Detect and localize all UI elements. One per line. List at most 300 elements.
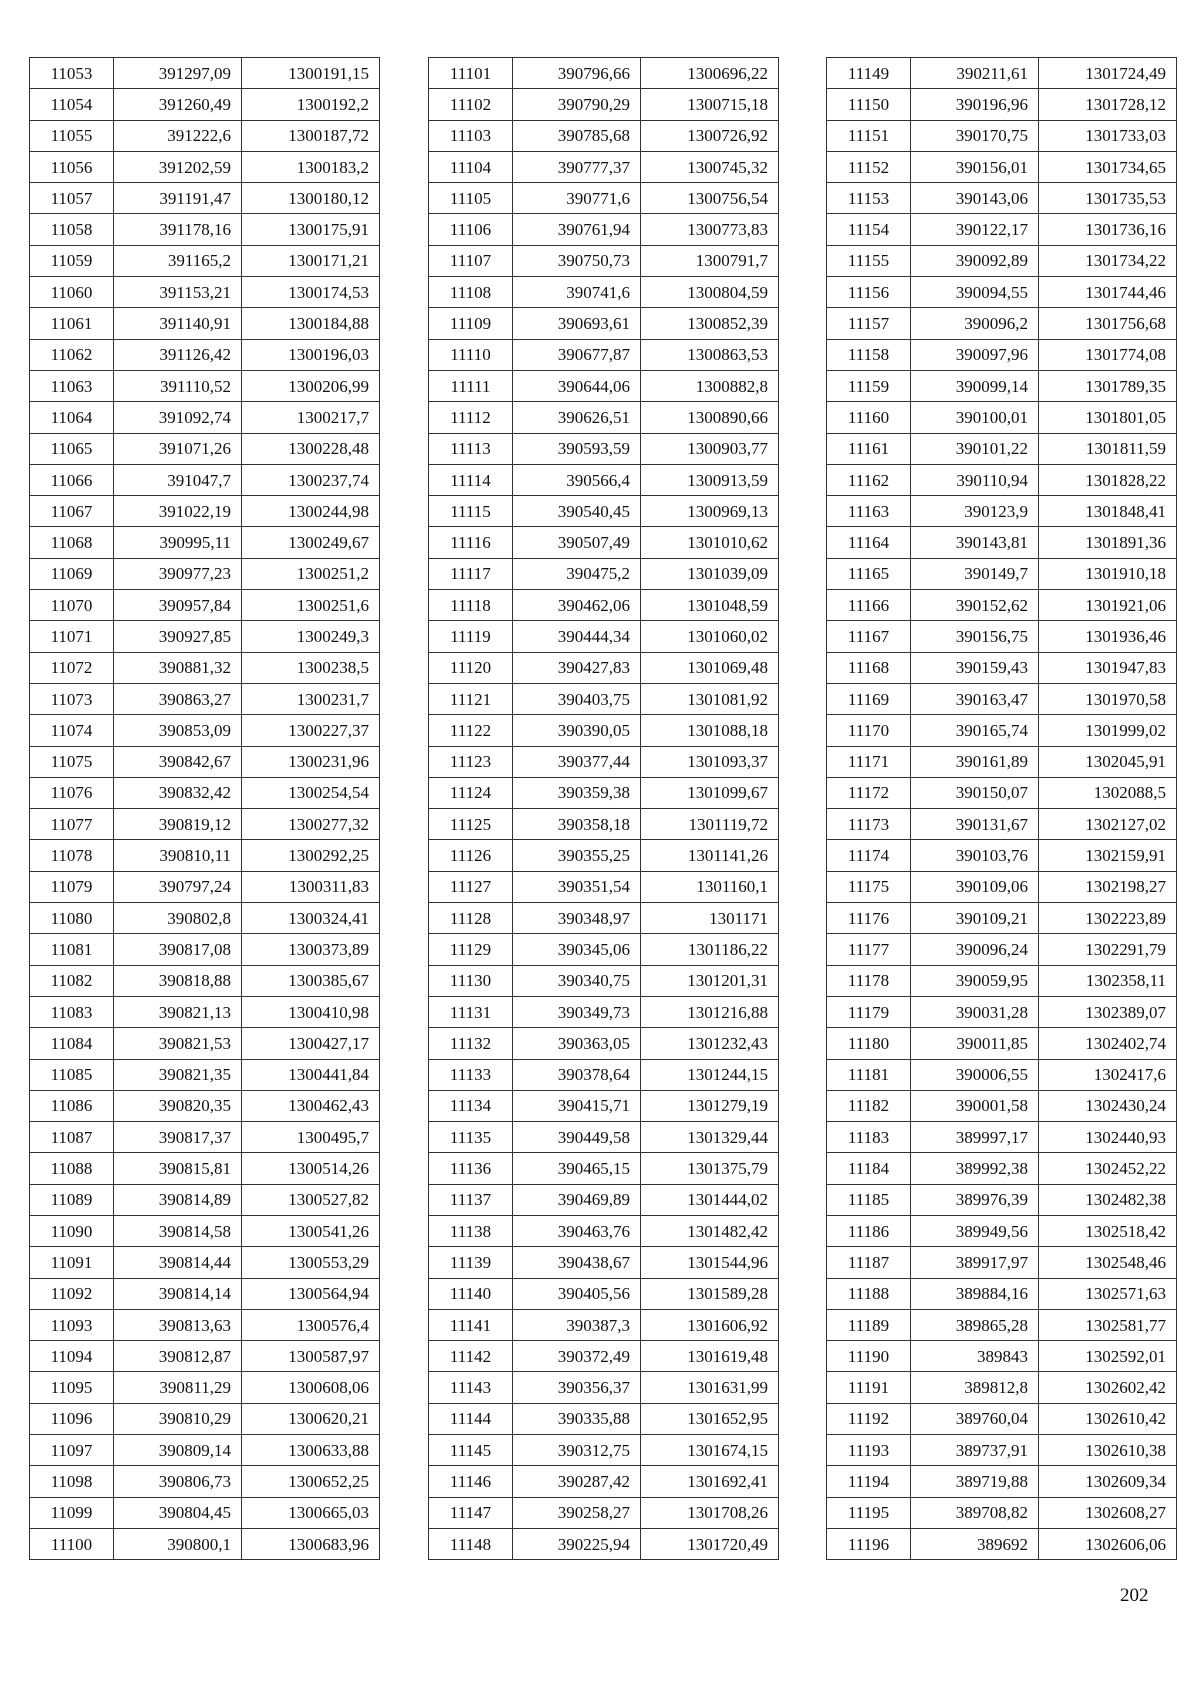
point-number: 11064 bbox=[30, 402, 114, 433]
table-row bbox=[30, 308, 380, 339]
table-row bbox=[827, 433, 1177, 464]
point-number: 11184 bbox=[827, 1153, 911, 1184]
table-row bbox=[30, 871, 380, 902]
table-row bbox=[429, 89, 779, 120]
y-coordinate: 1300495,7 bbox=[242, 1122, 380, 1153]
point-number: 11191 bbox=[827, 1372, 911, 1403]
y-coordinate: 1301119,72 bbox=[641, 809, 779, 840]
y-coordinate: 1300852,39 bbox=[641, 308, 779, 339]
table-row bbox=[827, 652, 1177, 683]
table-row bbox=[30, 652, 380, 683]
point-number: 11086 bbox=[30, 1090, 114, 1121]
point-number: 11101 bbox=[429, 58, 513, 89]
point-number: 11154 bbox=[827, 214, 911, 245]
point-number: 11108 bbox=[429, 277, 513, 308]
y-coordinate: 1300620,21 bbox=[242, 1403, 380, 1434]
table-row bbox=[429, 1090, 779, 1121]
x-coordinate: 391178,16 bbox=[114, 214, 242, 245]
x-coordinate: 390821,35 bbox=[114, 1059, 242, 1090]
table-row bbox=[827, 996, 1177, 1027]
y-coordinate: 1301619,48 bbox=[641, 1341, 779, 1372]
point-number: 11196 bbox=[827, 1528, 911, 1559]
table-row bbox=[30, 433, 380, 464]
table-row bbox=[429, 871, 779, 902]
table-row bbox=[429, 558, 779, 589]
x-coordinate: 390211,61 bbox=[911, 58, 1039, 89]
y-coordinate: 1301482,42 bbox=[641, 1215, 779, 1246]
point-number: 11116 bbox=[429, 527, 513, 558]
table-row bbox=[30, 1153, 380, 1184]
y-coordinate: 1301216,88 bbox=[641, 996, 779, 1027]
y-coordinate: 1300514,26 bbox=[242, 1153, 380, 1184]
x-coordinate: 390156,01 bbox=[911, 151, 1039, 182]
point-number: 11081 bbox=[30, 934, 114, 965]
y-coordinate: 1301160,1 bbox=[641, 871, 779, 902]
table-row bbox=[429, 996, 779, 1027]
y-coordinate: 1301728,12 bbox=[1039, 89, 1177, 120]
table-row bbox=[30, 621, 380, 652]
x-coordinate: 391110,52 bbox=[114, 370, 242, 401]
point-number: 11160 bbox=[827, 402, 911, 433]
table-row bbox=[429, 1028, 779, 1059]
point-number: 11083 bbox=[30, 996, 114, 1027]
point-number: 11146 bbox=[429, 1466, 513, 1497]
point-number: 11166 bbox=[827, 590, 911, 621]
table-row bbox=[827, 683, 1177, 714]
point-number: 11141 bbox=[429, 1309, 513, 1340]
table-row bbox=[30, 1059, 380, 1090]
table-row bbox=[827, 715, 1177, 746]
point-number: 11147 bbox=[429, 1497, 513, 1528]
x-coordinate: 390817,08 bbox=[114, 934, 242, 965]
table-row bbox=[827, 1184, 1177, 1215]
x-coordinate: 391260,49 bbox=[114, 89, 242, 120]
y-coordinate: 1301921,06 bbox=[1039, 590, 1177, 621]
x-coordinate: 390819,12 bbox=[114, 809, 242, 840]
y-coordinate: 1301674,15 bbox=[641, 1435, 779, 1466]
point-number: 11155 bbox=[827, 245, 911, 276]
x-coordinate: 390097,96 bbox=[911, 339, 1039, 370]
point-number: 11145 bbox=[429, 1435, 513, 1466]
x-coordinate: 390143,06 bbox=[911, 183, 1039, 214]
table-row bbox=[30, 1122, 380, 1153]
y-coordinate: 1300587,97 bbox=[242, 1341, 380, 1372]
y-coordinate: 1300171,21 bbox=[242, 245, 380, 276]
table-row bbox=[827, 1028, 1177, 1059]
x-coordinate: 390814,58 bbox=[114, 1215, 242, 1246]
point-number: 11163 bbox=[827, 496, 911, 527]
table-row bbox=[429, 339, 779, 370]
y-coordinate: 1301744,46 bbox=[1039, 277, 1177, 308]
table-row bbox=[827, 965, 1177, 996]
point-number: 11118 bbox=[429, 590, 513, 621]
table-row bbox=[429, 1247, 779, 1278]
x-coordinate: 390977,23 bbox=[114, 558, 242, 589]
point-number: 11125 bbox=[429, 809, 513, 840]
y-coordinate: 1300726,92 bbox=[641, 120, 779, 151]
x-coordinate: 390741,6 bbox=[513, 277, 641, 308]
table-row bbox=[827, 746, 1177, 777]
point-number: 11098 bbox=[30, 1466, 114, 1497]
table-row bbox=[30, 1528, 380, 1559]
point-number: 11119 bbox=[429, 621, 513, 652]
table-row bbox=[429, 120, 779, 151]
y-coordinate: 1302223,89 bbox=[1039, 903, 1177, 934]
x-coordinate: 390771,6 bbox=[513, 183, 641, 214]
y-coordinate: 1300385,67 bbox=[242, 965, 380, 996]
y-coordinate: 1302045,91 bbox=[1039, 746, 1177, 777]
point-number: 11059 bbox=[30, 245, 114, 276]
y-coordinate: 1302358,11 bbox=[1039, 965, 1177, 996]
x-coordinate: 390258,27 bbox=[513, 1497, 641, 1528]
table-row bbox=[429, 402, 779, 433]
x-coordinate: 390287,42 bbox=[513, 1466, 641, 1497]
y-coordinate: 1300237,74 bbox=[242, 464, 380, 495]
x-coordinate: 390059,95 bbox=[911, 965, 1039, 996]
point-number: 11188 bbox=[827, 1278, 911, 1309]
point-number: 11071 bbox=[30, 621, 114, 652]
x-coordinate: 390821,53 bbox=[114, 1028, 242, 1059]
table-row bbox=[429, 245, 779, 276]
table-row bbox=[30, 996, 380, 1027]
y-coordinate: 1301734,22 bbox=[1039, 245, 1177, 276]
x-coordinate: 390123,9 bbox=[911, 496, 1039, 527]
y-coordinate: 1301811,59 bbox=[1039, 433, 1177, 464]
y-coordinate: 1301733,03 bbox=[1039, 120, 1177, 151]
y-coordinate: 1301099,67 bbox=[641, 777, 779, 808]
y-coordinate: 1301010,62 bbox=[641, 527, 779, 558]
point-number: 11076 bbox=[30, 777, 114, 808]
point-number: 11104 bbox=[429, 151, 513, 182]
point-number: 11093 bbox=[30, 1309, 114, 1340]
x-coordinate: 389708,82 bbox=[911, 1497, 1039, 1528]
table-row bbox=[30, 1466, 380, 1497]
x-coordinate: 391092,74 bbox=[114, 402, 242, 433]
point-number: 11072 bbox=[30, 652, 114, 683]
point-number: 11115 bbox=[429, 496, 513, 527]
table-row bbox=[827, 183, 1177, 214]
table-row bbox=[429, 809, 779, 840]
x-coordinate: 390109,21 bbox=[911, 903, 1039, 934]
y-coordinate: 1300175,91 bbox=[242, 214, 380, 245]
point-number: 11130 bbox=[429, 965, 513, 996]
table-row bbox=[429, 903, 779, 934]
y-coordinate: 1300890,66 bbox=[641, 402, 779, 433]
y-coordinate: 1301910,18 bbox=[1039, 558, 1177, 589]
x-coordinate: 390790,29 bbox=[513, 89, 641, 120]
x-coordinate: 390405,56 bbox=[513, 1278, 641, 1309]
x-coordinate: 390006,55 bbox=[911, 1059, 1039, 1090]
y-coordinate: 1300191,15 bbox=[242, 58, 380, 89]
y-coordinate: 1300244,98 bbox=[242, 496, 380, 527]
x-coordinate: 389992,38 bbox=[911, 1153, 1039, 1184]
point-number: 11164 bbox=[827, 527, 911, 558]
table-row bbox=[429, 777, 779, 808]
point-number: 11182 bbox=[827, 1090, 911, 1121]
y-coordinate: 1301720,49 bbox=[641, 1528, 779, 1559]
x-coordinate: 390444,34 bbox=[513, 621, 641, 652]
y-coordinate: 1300773,83 bbox=[641, 214, 779, 245]
table-row bbox=[429, 965, 779, 996]
table-row bbox=[827, 151, 1177, 182]
x-coordinate: 390802,8 bbox=[114, 903, 242, 934]
table-row bbox=[429, 1153, 779, 1184]
y-coordinate: 1301048,59 bbox=[641, 590, 779, 621]
y-coordinate: 1300206,99 bbox=[242, 370, 380, 401]
point-number: 11094 bbox=[30, 1341, 114, 1372]
y-coordinate: 1301069,48 bbox=[641, 652, 779, 683]
x-coordinate: 390150,07 bbox=[911, 777, 1039, 808]
point-number: 11178 bbox=[827, 965, 911, 996]
point-number: 11067 bbox=[30, 496, 114, 527]
point-number: 11151 bbox=[827, 120, 911, 151]
y-coordinate: 1300745,32 bbox=[641, 151, 779, 182]
point-number: 11128 bbox=[429, 903, 513, 934]
x-coordinate: 390853,09 bbox=[114, 715, 242, 746]
y-coordinate: 1302609,34 bbox=[1039, 1466, 1177, 1497]
x-coordinate: 390149,7 bbox=[911, 558, 1039, 589]
y-coordinate: 1300231,96 bbox=[242, 746, 380, 777]
point-number: 11109 bbox=[429, 308, 513, 339]
x-coordinate: 390693,61 bbox=[513, 308, 641, 339]
page-number: 202 bbox=[1120, 1585, 1149, 1606]
point-number: 11122 bbox=[429, 715, 513, 746]
point-number: 11077 bbox=[30, 809, 114, 840]
y-coordinate: 1300715,18 bbox=[641, 89, 779, 120]
table-row bbox=[30, 1403, 380, 1434]
table-row bbox=[429, 1435, 779, 1466]
y-coordinate: 1302571,63 bbox=[1039, 1278, 1177, 1309]
y-coordinate: 1301141,26 bbox=[641, 840, 779, 871]
y-coordinate: 1300217,7 bbox=[242, 402, 380, 433]
table-row bbox=[429, 151, 779, 182]
y-coordinate: 1302518,42 bbox=[1039, 1215, 1177, 1246]
y-coordinate: 1300251,6 bbox=[242, 590, 380, 621]
x-coordinate: 390312,75 bbox=[513, 1435, 641, 1466]
table-row bbox=[30, 746, 380, 777]
table-row bbox=[429, 464, 779, 495]
y-coordinate: 1300227,37 bbox=[242, 715, 380, 746]
y-coordinate: 1302402,74 bbox=[1039, 1028, 1177, 1059]
point-number: 11099 bbox=[30, 1497, 114, 1528]
point-number: 11085 bbox=[30, 1059, 114, 1090]
y-coordinate: 1300410,98 bbox=[242, 996, 380, 1027]
x-coordinate: 389719,88 bbox=[911, 1466, 1039, 1497]
x-coordinate: 389692 bbox=[911, 1528, 1039, 1559]
table-row bbox=[429, 683, 779, 714]
x-coordinate: 389997,17 bbox=[911, 1122, 1039, 1153]
table-row bbox=[30, 1435, 380, 1466]
x-coordinate: 391153,21 bbox=[114, 277, 242, 308]
table-row bbox=[30, 214, 380, 245]
table-row bbox=[429, 1372, 779, 1403]
y-coordinate: 1302417,6 bbox=[1039, 1059, 1177, 1090]
table-row bbox=[827, 370, 1177, 401]
table-row bbox=[30, 1090, 380, 1121]
table-row bbox=[827, 1122, 1177, 1153]
point-number: 11170 bbox=[827, 715, 911, 746]
point-number: 11156 bbox=[827, 277, 911, 308]
table-row bbox=[30, 558, 380, 589]
point-number: 11161 bbox=[827, 433, 911, 464]
point-number: 11095 bbox=[30, 1372, 114, 1403]
y-coordinate: 1302389,07 bbox=[1039, 996, 1177, 1027]
y-coordinate: 1300311,83 bbox=[242, 871, 380, 902]
table-row bbox=[429, 934, 779, 965]
table-row bbox=[827, 214, 1177, 245]
y-coordinate: 1300427,17 bbox=[242, 1028, 380, 1059]
table-row bbox=[827, 120, 1177, 151]
point-number: 11140 bbox=[429, 1278, 513, 1309]
y-coordinate: 1300652,25 bbox=[242, 1466, 380, 1497]
table-row bbox=[429, 840, 779, 871]
point-number: 11087 bbox=[30, 1122, 114, 1153]
table-row bbox=[429, 1122, 779, 1153]
y-coordinate: 1300441,84 bbox=[242, 1059, 380, 1090]
x-coordinate: 389884,16 bbox=[911, 1278, 1039, 1309]
table-row bbox=[30, 1247, 380, 1278]
y-coordinate: 1301039,09 bbox=[641, 558, 779, 589]
y-coordinate: 1301631,99 bbox=[641, 1372, 779, 1403]
table-row bbox=[429, 1341, 779, 1372]
x-coordinate: 390881,32 bbox=[114, 652, 242, 683]
x-coordinate: 391202,59 bbox=[114, 151, 242, 182]
table-row bbox=[429, 1403, 779, 1434]
y-coordinate: 1302592,01 bbox=[1039, 1341, 1177, 1372]
point-number: 11089 bbox=[30, 1184, 114, 1215]
x-coordinate: 390109,06 bbox=[911, 871, 1039, 902]
table-row bbox=[827, 1153, 1177, 1184]
table-row bbox=[30, 965, 380, 996]
x-coordinate: 390356,37 bbox=[513, 1372, 641, 1403]
point-number: 11075 bbox=[30, 746, 114, 777]
table-row bbox=[429, 58, 779, 89]
x-coordinate: 391165,2 bbox=[114, 245, 242, 276]
x-coordinate: 390438,67 bbox=[513, 1247, 641, 1278]
y-coordinate: 1302452,22 bbox=[1039, 1153, 1177, 1184]
x-coordinate: 390001,58 bbox=[911, 1090, 1039, 1121]
point-number: 11121 bbox=[429, 683, 513, 714]
table-row bbox=[30, 1278, 380, 1309]
point-number: 11106 bbox=[429, 214, 513, 245]
y-coordinate: 1300184,88 bbox=[242, 308, 380, 339]
point-number: 11061 bbox=[30, 308, 114, 339]
point-number: 11172 bbox=[827, 777, 911, 808]
table-row bbox=[30, 1309, 380, 1340]
point-number: 11137 bbox=[429, 1184, 513, 1215]
x-coordinate: 390796,66 bbox=[513, 58, 641, 89]
point-number: 11187 bbox=[827, 1247, 911, 1278]
table-row bbox=[30, 339, 380, 370]
x-coordinate: 390196,96 bbox=[911, 89, 1039, 120]
point-number: 11190 bbox=[827, 1341, 911, 1372]
x-coordinate: 390092,89 bbox=[911, 245, 1039, 276]
y-coordinate: 1301947,83 bbox=[1039, 652, 1177, 683]
point-number: 11173 bbox=[827, 809, 911, 840]
table-row bbox=[429, 1497, 779, 1528]
table-row bbox=[30, 777, 380, 808]
table-row bbox=[827, 89, 1177, 120]
table-row bbox=[827, 245, 1177, 276]
table-row bbox=[30, 402, 380, 433]
y-coordinate: 1300969,13 bbox=[641, 496, 779, 527]
x-coordinate: 390372,49 bbox=[513, 1341, 641, 1372]
table-row bbox=[429, 496, 779, 527]
x-coordinate: 390100,01 bbox=[911, 402, 1039, 433]
y-coordinate: 1301589,28 bbox=[641, 1278, 779, 1309]
x-coordinate: 389917,97 bbox=[911, 1247, 1039, 1278]
table-row bbox=[827, 277, 1177, 308]
table-row bbox=[30, 590, 380, 621]
y-coordinate: 1300231,7 bbox=[242, 683, 380, 714]
y-coordinate: 1300254,54 bbox=[242, 777, 380, 808]
x-coordinate: 390777,37 bbox=[513, 151, 641, 182]
table-row bbox=[30, 496, 380, 527]
point-number: 11103 bbox=[429, 120, 513, 151]
y-coordinate: 1301093,37 bbox=[641, 746, 779, 777]
point-number: 11194 bbox=[827, 1466, 911, 1497]
y-coordinate: 1300238,5 bbox=[242, 652, 380, 683]
x-coordinate: 391140,91 bbox=[114, 308, 242, 339]
point-number: 11193 bbox=[827, 1435, 911, 1466]
y-coordinate: 1302159,91 bbox=[1039, 840, 1177, 871]
y-coordinate: 1301828,22 bbox=[1039, 464, 1177, 495]
x-coordinate: 389843 bbox=[911, 1341, 1039, 1372]
x-coordinate: 390785,68 bbox=[513, 120, 641, 151]
y-coordinate: 1301171 bbox=[641, 903, 779, 934]
y-coordinate: 1302127,02 bbox=[1039, 809, 1177, 840]
point-number: 11112 bbox=[429, 402, 513, 433]
x-coordinate: 390378,64 bbox=[513, 1059, 641, 1090]
point-number: 11074 bbox=[30, 715, 114, 746]
y-coordinate: 1300791,7 bbox=[641, 245, 779, 276]
table-row bbox=[429, 652, 779, 683]
x-coordinate: 390351,54 bbox=[513, 871, 641, 902]
table-row bbox=[827, 1278, 1177, 1309]
y-coordinate: 1300249,3 bbox=[242, 621, 380, 652]
table-row bbox=[429, 1215, 779, 1246]
y-coordinate: 1300292,25 bbox=[242, 840, 380, 871]
y-coordinate: 1302610,38 bbox=[1039, 1435, 1177, 1466]
y-coordinate: 1301736,16 bbox=[1039, 214, 1177, 245]
y-coordinate: 1300174,53 bbox=[242, 277, 380, 308]
point-number: 11175 bbox=[827, 871, 911, 902]
point-number: 11105 bbox=[429, 183, 513, 214]
x-coordinate: 390110,94 bbox=[911, 464, 1039, 495]
y-coordinate: 1302440,93 bbox=[1039, 1122, 1177, 1153]
x-coordinate: 390806,73 bbox=[114, 1466, 242, 1497]
y-coordinate: 1301970,58 bbox=[1039, 683, 1177, 714]
x-coordinate: 390096,24 bbox=[911, 934, 1039, 965]
table-row bbox=[827, 809, 1177, 840]
x-coordinate: 390340,75 bbox=[513, 965, 641, 996]
point-number: 11179 bbox=[827, 996, 911, 1027]
table-row bbox=[827, 590, 1177, 621]
y-coordinate: 1302608,27 bbox=[1039, 1497, 1177, 1528]
x-coordinate: 390811,29 bbox=[114, 1372, 242, 1403]
x-coordinate: 390469,89 bbox=[513, 1184, 641, 1215]
table-row bbox=[429, 183, 779, 214]
table-row bbox=[429, 1528, 779, 1559]
x-coordinate: 390403,75 bbox=[513, 683, 641, 714]
x-coordinate: 390415,71 bbox=[513, 1090, 641, 1121]
x-coordinate: 390358,18 bbox=[513, 809, 641, 840]
table-row bbox=[827, 1090, 1177, 1121]
y-coordinate: 1300696,22 bbox=[641, 58, 779, 89]
table-row bbox=[429, 433, 779, 464]
y-coordinate: 1301088,18 bbox=[641, 715, 779, 746]
y-coordinate: 1301936,46 bbox=[1039, 621, 1177, 652]
